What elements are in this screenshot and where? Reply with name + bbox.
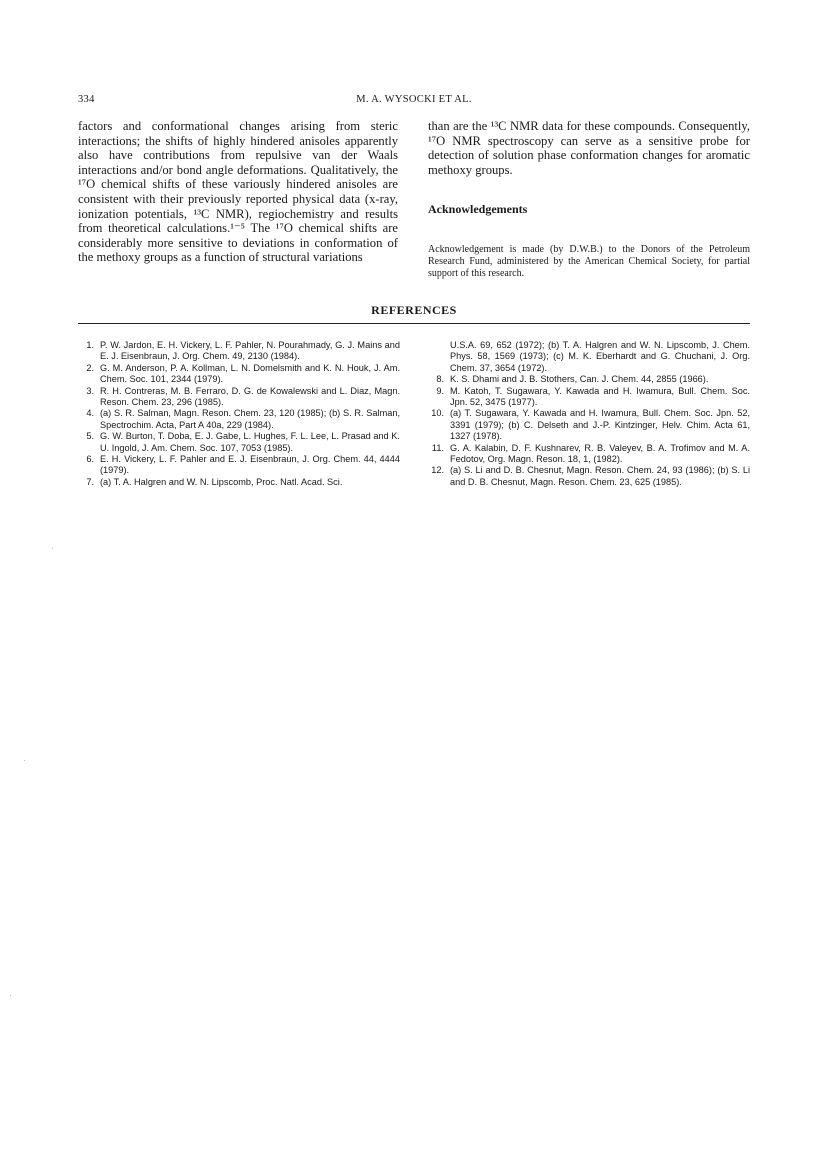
reference-text: M. Katoh, T. Sugawara, Y. Kawada and H. Iwamura, Bull. Chem. Soc. Jpn. 52, 3475 (1977). bbox=[450, 385, 750, 408]
reference-text: G. A. Kalabin, D. F. Kushnarev, R. B. Valeyev, B. A. Trofimov and M. A. Fedotov, Org. Magn. Reson. 18, 1, (1982). bbox=[450, 442, 750, 465]
references-title: REFERENCES bbox=[371, 303, 457, 317]
reference-number: 4. bbox=[86, 408, 94, 419]
reference-number: 3. bbox=[86, 385, 94, 396]
body-column-right bbox=[428, 119, 750, 177]
reference-number: 8. bbox=[436, 374, 444, 385]
reference-item bbox=[78, 386, 400, 409]
reference-text: (a) T. A. Halgren and W. N. Lipscomb, Proc. Natl. Acad. Sci. bbox=[100, 476, 343, 487]
reference-item bbox=[78, 477, 400, 488]
reference-text: K. S. Dhami and J. B. Stothers, Can. J. Chem. 44, 2855 (1966). bbox=[450, 374, 709, 385]
running-head: M. A. WYSOCKI ET AL. bbox=[356, 94, 472, 105]
acknowledgements-text: Acknowledgement is made (by D.W.B.) to the Donors of the Petroleum Research Fund, administered by the American Chemical Society, for partial support of this research. bbox=[428, 244, 750, 280]
reference-text: R. H. Contreras, M. B. Ferraro, D. G. de Kowalewski and L. Diaz, Magn. Reson. Chem. 23, 296 (1985). bbox=[100, 385, 400, 408]
reference-text: G. M. Anderson, P. A. Kollman, L. N. Domelsmith and K. N. Houk, J. Am. Chem. Soc. 101, 2344 (1979). bbox=[100, 362, 400, 385]
reference-text: (a) S. Li and D. B. Chesnut, Magn. Reson. Chem. 24, 93 (1986); (b) S. Li and D. B. Chesnut, Magn. Reson. Chem. 23, 625 (1985). bbox=[450, 465, 750, 487]
reference-item bbox=[78, 340, 400, 363]
reference-text: (a) T. Sugawara, Y. Kawada and H. Iwamura, Bull. Chem. Soc. Jpn. 52, 3391 (1979); (b) C. Delseth and J.-P. Kintzinger, Helv. Chim. Acta 61, 1327 (1978). bbox=[450, 408, 750, 442]
reference-item bbox=[78, 454, 400, 477]
scan-speck bbox=[10, 995, 11, 996]
reference-item bbox=[78, 408, 400, 431]
reference-item bbox=[428, 386, 750, 409]
reference-text: P. W. Jardon, E. H. Vickery, L. F. Pahler, N. Pourahmady, G. J. Mains and E. J. Eisenbraun, J. Org. Chem. 49, 2130 (1984). bbox=[100, 340, 400, 362]
body-column-left bbox=[78, 119, 398, 265]
reference-number: 1. bbox=[86, 340, 94, 350]
reference-number: 9. bbox=[436, 385, 444, 396]
reference-text: U.S.A. 69, 652 (1972); (b) T. A. Halgren and W. N. Lipscomb, J. Chem. Phys. 58, 1569 (1973); (c) M. K. Eberhardt and G. Chuchani, J. Org. Chem. 37, 3654 (1972). bbox=[450, 340, 750, 373]
references-column-right bbox=[428, 340, 750, 488]
reference-item bbox=[78, 431, 400, 454]
reference-number: 12. bbox=[431, 465, 444, 476]
reference-text: G. W. Burton, T. Doba, E. J. Gabe, L. Hughes, F. L. Lee, L. Prasad and K. U. Ingold, J. Am. Chem. Soc. 107, 7053 (1985). bbox=[100, 431, 400, 453]
reference-item bbox=[428, 443, 750, 466]
acknowledgements-heading: Acknowledgements bbox=[428, 202, 528, 216]
reference-number: 11. bbox=[431, 442, 444, 453]
body-paragraph-left: factors and conformational changes arising from steric interactions; the shifts of highly hindered anisoles apparently also have contributions from repulsive van der Waals interactions and/or bond angle deformations. Qualitatively, the ¹⁷O chemical shifts of these variously hindered anisoles are consistent with their previously reported physical data (x-ray, ionization potentials, ¹³C NMR), regiochemistry and results from theoretical calculations.¹⁻⁵ The ¹⁷O chemical shifts are considerably more sensitive to deviations in conformation of the methoxy groups as a function of structural variations bbox=[78, 119, 398, 265]
scan-speck bbox=[24, 760, 25, 761]
reference-text: (a) S. R. Salman, Magn. Reson. Chem. 23, 120 (1985); (b) S. R. Salman, Spectrochim. Acta, Part A 40a, 229 (1984). bbox=[100, 408, 400, 430]
references-rule bbox=[78, 323, 750, 324]
reference-continuation bbox=[428, 340, 750, 374]
reference-number: 10. bbox=[431, 408, 444, 419]
reference-item bbox=[428, 408, 750, 442]
reference-item bbox=[428, 374, 750, 385]
reference-text: E. H. Vickery, L. F. Pahler and E. J. Eisenbraun, J. Org. Chem. 44, 4444 (1979). bbox=[100, 454, 400, 476]
reference-item bbox=[428, 465, 750, 488]
page-number: 334 bbox=[78, 94, 95, 105]
page-header bbox=[78, 94, 750, 108]
reference-number: 7. bbox=[86, 476, 94, 487]
reference-item bbox=[78, 363, 400, 386]
reference-number: 2. bbox=[86, 362, 94, 373]
reference-number: 5. bbox=[86, 431, 94, 442]
reference-number: 6. bbox=[86, 454, 94, 465]
body-paragraph-right: than are the ¹³C NMR data for these compounds. Consequently, ¹⁷O NMR spectroscopy can serve as a sensitive probe for detection of solution phase conformation changes for aromatic methoxy groups. bbox=[428, 119, 750, 177]
scan-speck bbox=[52, 548, 53, 549]
references-column-left bbox=[78, 340, 400, 488]
